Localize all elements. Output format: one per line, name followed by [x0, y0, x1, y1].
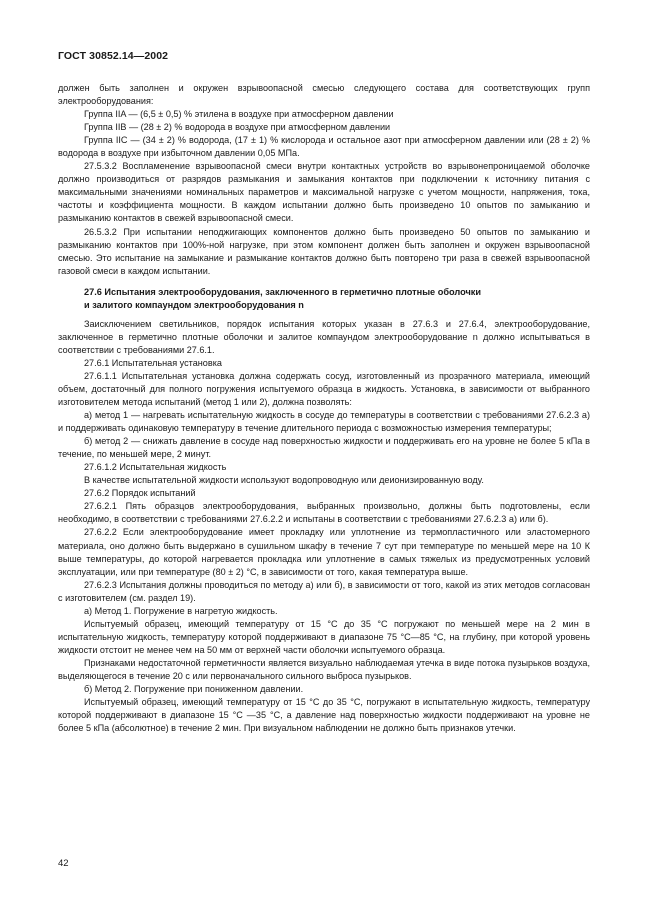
paragraph: 27.6.2.3 Испытания должны проводиться по методу а) или б), в зависимости от того, какой из этих методов согласован с изготовителем (см. раздел 19).	[58, 579, 590, 603]
paragraph: Признаками недостаточной герметичности является визуально наблюдаемая утечка в виде потока пузырьков воздуха, выделяющегося в течение 20 с или первоначального сильного выброса пузырьков.	[58, 657, 590, 681]
page-number: 42	[58, 858, 69, 869]
section-heading-line1: 27.6 Испытания электрооборудования, заключенного в герметично плотные оболочки	[84, 286, 482, 297]
document-body	[58, 82, 590, 735]
paragraph: Испытуемый образец, имеющий температуру от 15 °С до 35 °С погружают по меньшей мере на 2 мин в испытательную жидкость, температуру которой поддерживают в диапазоне 75 °С—85 °С, на глубину, при которой уровень жидкости отстоит не менее чем на 50 мм от верхней части оболочки испытуемого образца.	[58, 618, 590, 655]
paragraph: 27.6.2 Порядок испытаний	[84, 488, 196, 499]
paragraph: Группа IIB — (28 ± 2) % водорода в воздухе при атмосферном давлении	[84, 122, 391, 133]
paragraph: 27.6.1.1 Испытательная установка должна содержать сосуд, изготовленный из прозрачного материала, имеющий объем, достаточный для полного погружения испытуемого образца в жидкость. Установка, в зависимости от выбранного изготовителем метода испытаний (метод 1 или 2), должна позволять:	[58, 370, 590, 407]
paragraph: Заисключением светильников, порядок испытания которых указан в 27.6.3 и 27.6.4, электрооборудование, заключенное в герметично плотные оболочки и залитое компаундом электрооборудование n должно испытываться в соответствии с требованиями 27.6.1.	[58, 318, 590, 355]
paragraph: 27.5.3.2 Воспламенение взрывоопасной смеси внутри контактных устройств во взрывонепроницаемой оболочке должно производиться от разрядов размыкания и замыкания контактов при подключении к источнику питания с максимальными значениями номинальных параметров и максимальной нагрузке с учетом мощности, напряжения, тока, частоты и коэффициента мощности. В каждом испытании должно быть произведено 10 опытов по замыканию и размыканию контактов в свежей взрывоопасной смеси.	[58, 161, 590, 224]
paragraph: должен быть заполнен и окружен взрывоопасной смесью следующего состава для соответствующих групп электрооборудования:	[58, 83, 590, 107]
paragraph: 27.6.1 Испытательная установка	[84, 357, 222, 368]
paragraph: В качестве испытательной жидкости используют водопроводную или деионизированную воду.	[84, 475, 484, 486]
paragraph: б) метод 2 — снижать давление в сосуде над поверхностью жидкости и поддерживать его на уровне не более 5 кПа в течение, по меньшей мере, 2 минут.	[58, 436, 590, 460]
paragraph: а) Метод 1. Погружение в нагретую жидкость.	[84, 605, 278, 616]
paragraph: б) Метод 2. Погружение при пониженном давлении.	[84, 684, 304, 695]
paragraph: а) метод 1 — нагревать испытательную жидкость в сосуде до температуры в соответствии с требованиями 27.6.2.3 а) и поддерживать одинаковую температуру в течение длительного периода с возможностью измерения температуры;	[58, 410, 590, 434]
paragraph: Испытуемый образец, имеющий температуру от 15 °С до 35 °С, погружают в испытательную жидкость, температуру которой поддерживают в диапазоне 15 °С —35 °С, а давление над поверхностью жидкости поддерживают на уровне не более 5 кПа (абсолютное) в течение 2 мин. При визуальном наблюдении не должно быть признаков утечки.	[58, 697, 590, 734]
page-header: ГОСТ 30852.14—2002	[58, 50, 169, 62]
paragraph: 27.6.1.2 Испытательная жидкость	[84, 462, 227, 473]
paragraph: Группа IIC — (34 ± 2) % водорода, (17 ± 1) % кислорода и остальное азот при атмосферном давлении или (28 ± 2) % водорода в воздухе при избыточном давлении 0,05 МПа.	[58, 135, 590, 159]
paragraph: 26.5.3.2 При испытании неподжигающих компонентов должно быть произведено 50 опытов по замыканию и размыканию контактов при 100%-ной нагрузке, при этом компонент должен быть заполнен и окружен взрывоопасной смесью. Это испытание на замыкание и размыкание контактов должно быть повторено три раза в свежей взрывоопасной газовой смеси в каждом испытании.	[58, 226, 590, 276]
paragraph: 27.6.2.1 Пять образцов электрооборудования, выбранных произвольно, должны быть подготовлены, если необходимо, в соответствии с требованиями 27.6.2.2 и испытаны в соответствии с требованиями 27.6.2.3 а) или б).	[58, 501, 590, 525]
paragraph: Группа IIA — (6,5 ± 0,5) % этилена в воздухе при атмосферном давлении	[84, 109, 394, 120]
section-heading-line2: и залитого компаундом электрооборудования n	[84, 299, 304, 310]
paragraph: 27.6.2.2 Если электрооборудование имеет прокладку или уплотнение из термопластичного или эластомерного материала, оно должно быть выдержано в сушильном шкафу в течение 7 сут при температуре по меньшей мере на 10 К выше температуры, до которой нагревается прокладка или уплотнение в самых тяжелых из предусмотренных условий эксплуатации, или при температуре (80 ± 2) °С, в зависимости от того, какая температура выше.	[58, 527, 590, 577]
section-heading	[58, 286, 590, 312]
